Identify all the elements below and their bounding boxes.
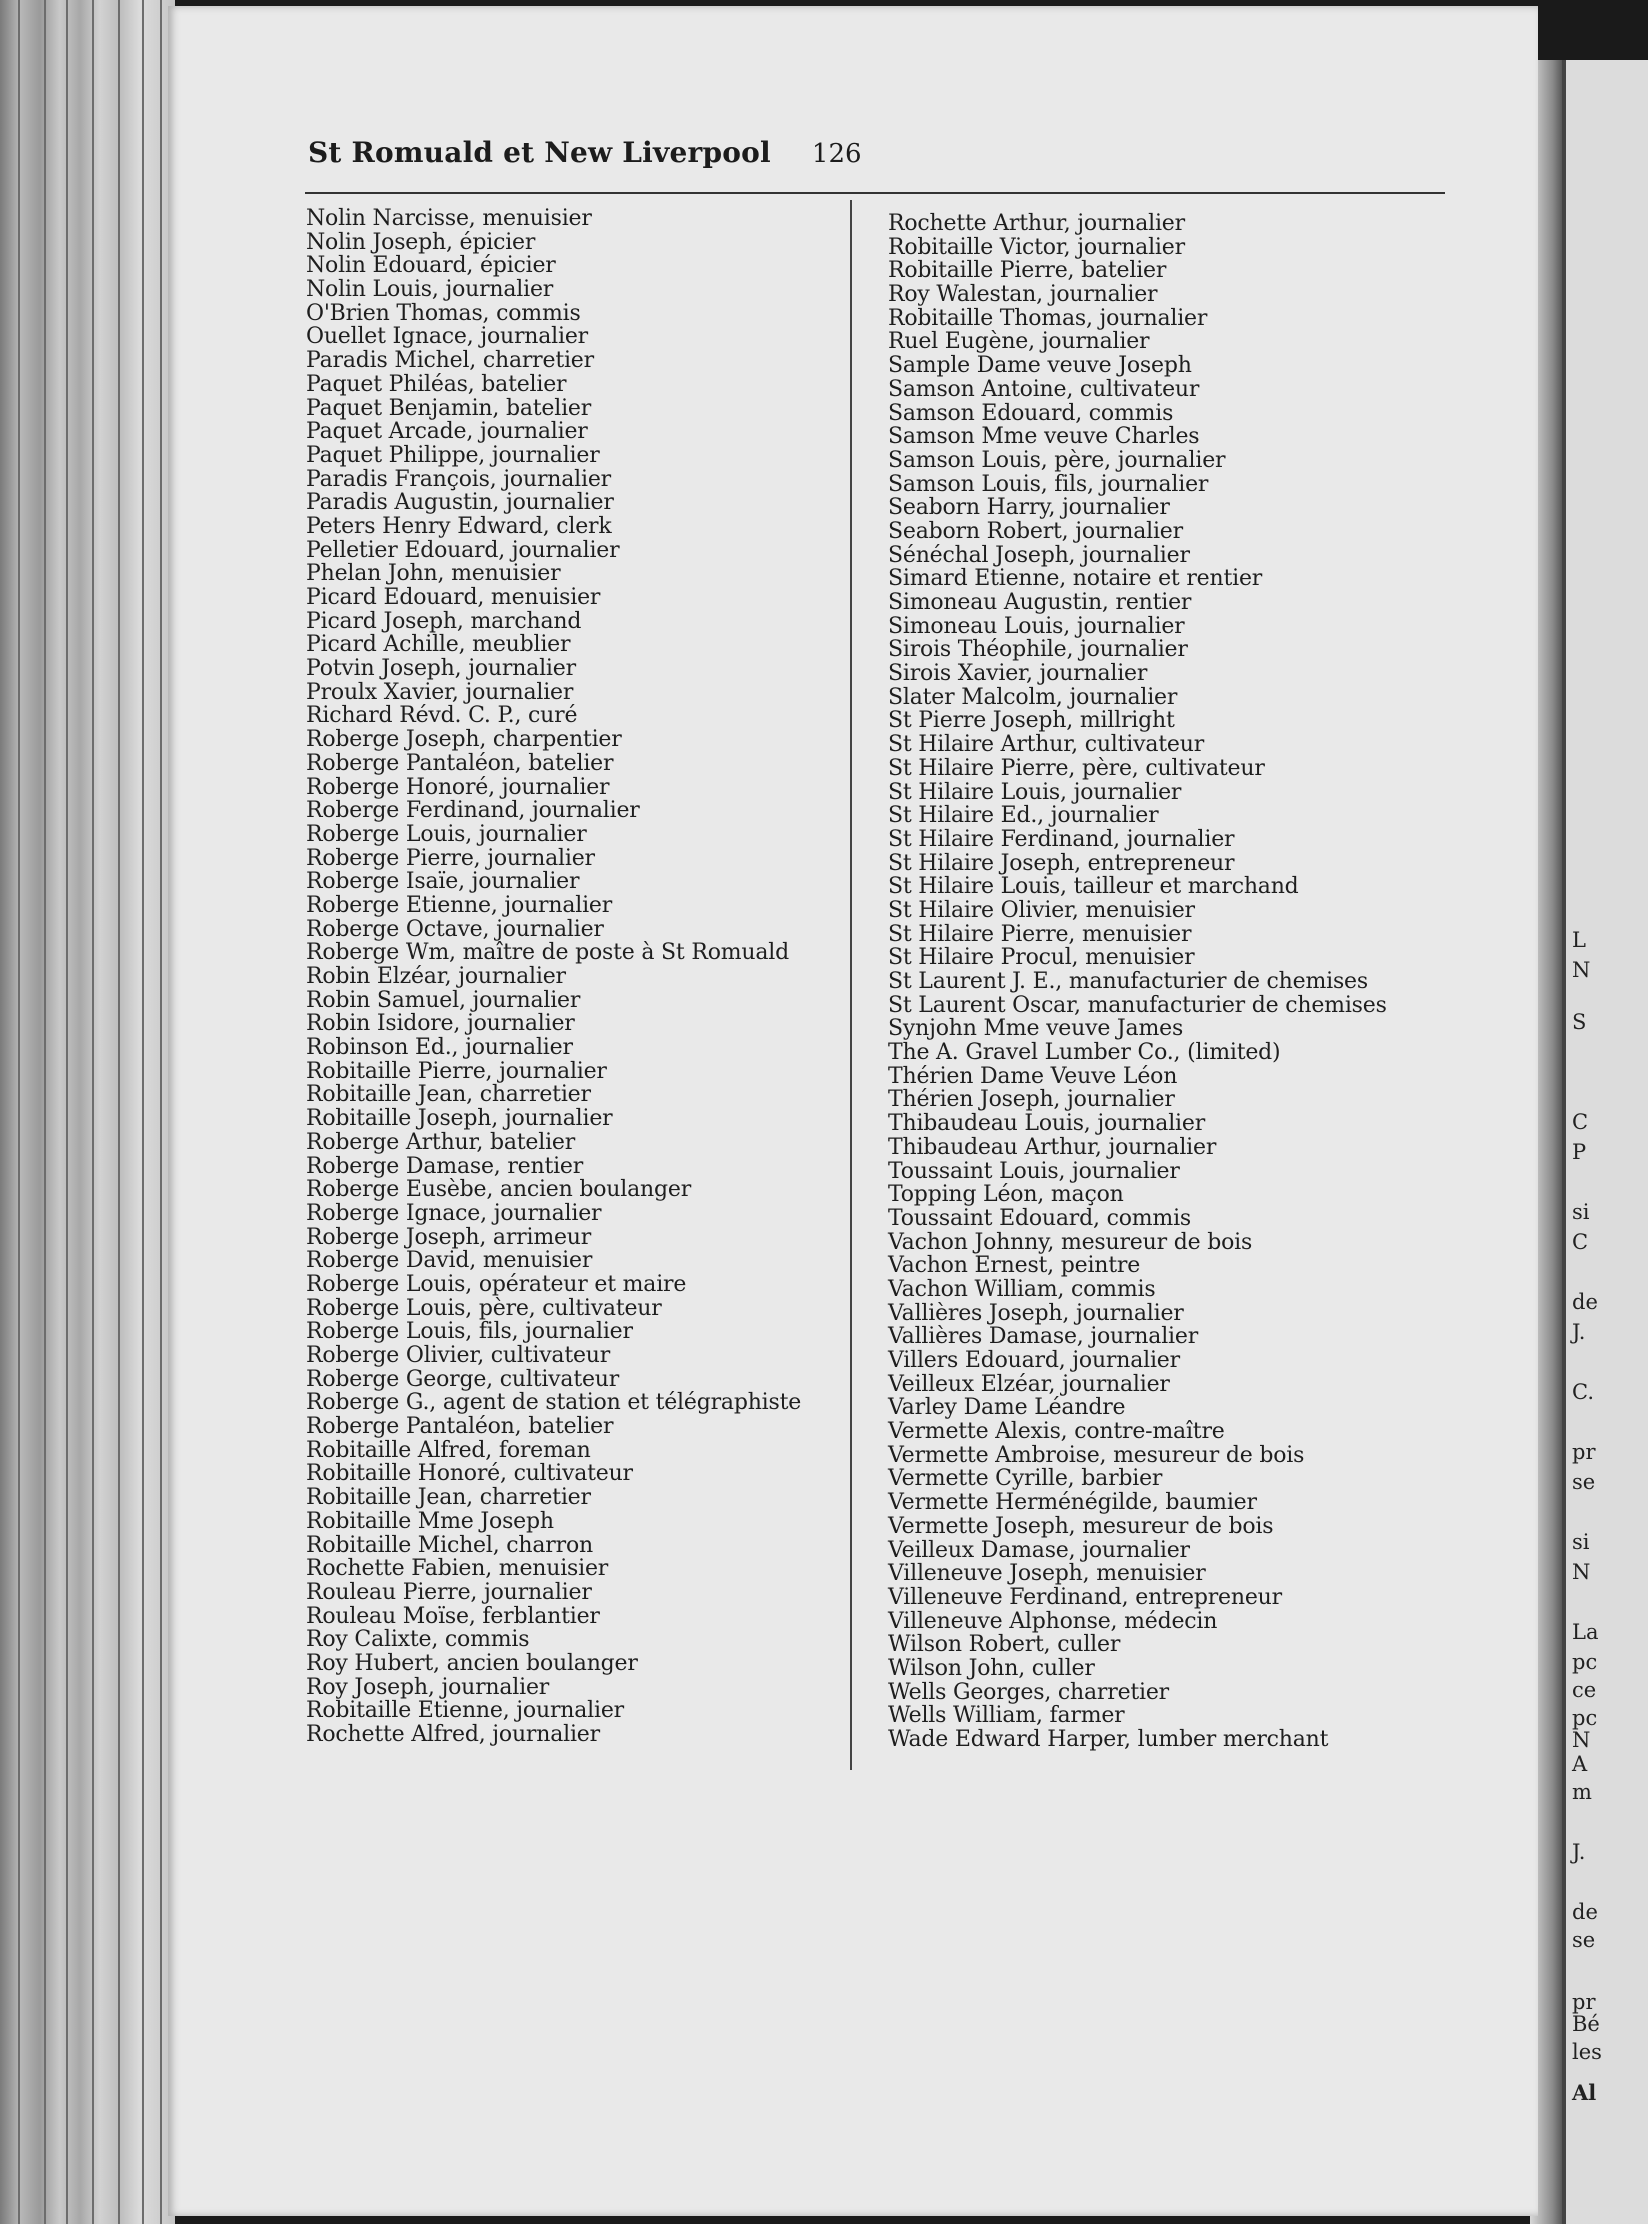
directory-entry: The A. Gravel Lumber Co., (limited) xyxy=(888,1040,1281,1066)
directory-entry: Robinson Ed., journalier xyxy=(306,1035,573,1061)
directory-entry: Villeneuve Alphonse, médecin xyxy=(888,1608,1218,1634)
directory-entry: St Hilaire Procul, menuisier xyxy=(888,945,1195,971)
directory-entry: Paradis Michel, charretier xyxy=(306,348,594,374)
directory-entry: St Laurent J. E., manufacturier de chemises xyxy=(888,969,1368,994)
directory-entry: Wells William, farmer xyxy=(888,1703,1125,1729)
directory-entry: Wade Edward Harper, lumber merchant xyxy=(888,1727,1329,1752)
directory-entry: Richard Révd. C. P., curé xyxy=(306,703,578,729)
facing-page-fragment: de xyxy=(1572,1290,1598,1314)
directory-entry: Synjohn Mme veuve James xyxy=(888,1016,1184,1042)
directory-entry: Simoneau Augustin, rentier xyxy=(888,590,1192,615)
facing-page-fragment: pr xyxy=(1572,1990,1596,2014)
page-title: St Romuald et New Liverpool xyxy=(308,136,771,169)
directory-entry: Samson Mme veuve Charles xyxy=(888,424,1200,450)
book-page-edges xyxy=(0,0,175,2224)
directory-entry: Vermette Joseph, mesureur de bois xyxy=(888,1513,1274,1539)
directory-entry: Roy Walestan, journalier xyxy=(888,282,1158,308)
directory-entry: Veilleux Elzéar, journalier xyxy=(888,1371,1170,1397)
directory-entry: Seaborn Robert, journalier xyxy=(888,518,1183,544)
directory-entry: Roberge Isaïe, journalier xyxy=(306,869,580,895)
directory-column-right xyxy=(888,212,1387,1752)
facing-page-fragment: C xyxy=(1572,1230,1589,1254)
directory-entry: Robitaille Thomas, journalier xyxy=(888,305,1208,331)
directory-entry: St Hilaire Ed., journalier xyxy=(888,803,1159,829)
directory-entry: Robitaille Pierre, journalier xyxy=(306,1058,607,1084)
directory-entry: St Hilaire Louis, tailleur et marchand xyxy=(888,874,1299,900)
directory-entry: St Hilaire Pierre, père, cultivateur xyxy=(888,755,1265,781)
directory-entry: Roberge Eusèbe, ancien boulanger xyxy=(306,1177,692,1203)
facing-page-fragment: N xyxy=(1572,958,1591,982)
directory-entry: Robitaille Alfred, foreman xyxy=(306,1437,591,1463)
directory-entry: Toussaint Edouard, commis xyxy=(888,1205,1191,1231)
directory-entry: Roberge Ignace, journalier xyxy=(306,1200,602,1226)
directory-entry: Roberge Ferdinand, journalier xyxy=(306,798,640,824)
directory-entry: Robin Samuel, journalier xyxy=(306,987,581,1013)
directory-entry: Vermette Cyrille, barbier xyxy=(888,1466,1163,1492)
facing-page-fragment: ce xyxy=(1572,1678,1597,1702)
directory-entry: St Hilaire Ferdinand, journalier xyxy=(888,826,1235,852)
directory-entry: Paquet Arcade, journalier xyxy=(306,419,588,445)
directory-entry: Pelletier Edouard, journalier xyxy=(306,537,620,563)
directory-entry: Roberge David, menuisier xyxy=(306,1248,593,1274)
directory-entry: Picard Joseph, marchand xyxy=(306,608,582,634)
directory-entry: Robitaille Pierre, batelier xyxy=(888,258,1167,284)
facing-page xyxy=(1562,60,1648,2224)
header-rule xyxy=(305,192,1445,194)
directory-entry: Wilson John, culler xyxy=(888,1655,1095,1681)
directory-entry: St Hilaire Olivier, menuisier xyxy=(888,897,1195,923)
directory-entry: Samson Louis, fils, journalier xyxy=(888,471,1209,497)
directory-entry: Samson Antoine, cultivateur xyxy=(888,376,1200,402)
directory-entry: Picard Edouard, menuisier xyxy=(306,585,601,610)
directory-entry: Roberge Pierre, journalier xyxy=(306,845,595,871)
directory-entry: Topping Léon, maçon xyxy=(888,1182,1124,1208)
facing-page-fragment: si xyxy=(1572,1530,1590,1554)
directory-entry: Nolin Edouard, épicier xyxy=(306,253,556,279)
directory-entry: Vermette Alexis, contre-maître xyxy=(888,1419,1225,1445)
directory-entry: St Hilaire Joseph, entrepreneur xyxy=(888,850,1235,876)
directory-entry: Robitaille Michel, charron xyxy=(306,1532,593,1558)
facing-page-fragment: de xyxy=(1572,1900,1598,1924)
facing-page-fragment: L xyxy=(1572,928,1586,952)
directory-entry: Roberge Louis, fils, journalier xyxy=(306,1319,633,1345)
facing-page-fragment: C xyxy=(1572,1110,1589,1134)
directory-entry: Roberge G., agent de station et télégraphiste xyxy=(306,1390,802,1416)
directory-entry: Nolin Louis, journalier xyxy=(306,277,554,303)
directory-entry: Paradis Augustin, journalier xyxy=(306,490,614,516)
facing-page-fragment: P xyxy=(1572,1140,1587,1164)
directory-entry: Villeneuve Ferdinand, entrepreneur xyxy=(888,1584,1282,1610)
directory-entry: Paquet Benjamin, batelier xyxy=(306,395,592,421)
directory-entry: Vallières Joseph, journalier xyxy=(888,1300,1184,1326)
directory-entry: Rochette Arthur, journalier xyxy=(888,211,1185,236)
facing-page-fragment: N xyxy=(1572,1728,1591,1752)
directory-entry: Rochette Alfred, journalier xyxy=(306,1722,600,1747)
directory-entry: Thibaudeau Louis, journalier xyxy=(888,1111,1206,1137)
facing-page-fragment: si xyxy=(1572,1200,1590,1224)
facing-page-fragment: La xyxy=(1572,1620,1599,1644)
directory-entry: Robitaille Jean, charretier xyxy=(306,1082,591,1108)
directory-entry: Vachon Ernest, peintre xyxy=(888,1253,1141,1279)
directory-entry: Varley Dame Léandre xyxy=(888,1395,1126,1421)
facing-page-fragment: C. xyxy=(1572,1380,1594,1404)
directory-entry: Roberge Etienne, journalier xyxy=(306,892,613,918)
directory-entry: Seaborn Harry, journalier xyxy=(888,495,1170,521)
page-header xyxy=(308,136,862,169)
directory-entry: Sample Dame veuve Joseph xyxy=(888,353,1192,379)
directory-entry: Proulx Xavier, journalier xyxy=(306,679,574,705)
directory-entry: Nolin Joseph, épicier xyxy=(306,229,536,255)
directory-entry: St Hilaire Pierre, menuisier xyxy=(888,921,1192,947)
directory-entry: Veilleux Damase, journalier xyxy=(888,1537,1190,1563)
directory-entry: Roberge Damase, rentier xyxy=(306,1153,584,1179)
directory-entry: Sénéchal Joseph, journalier xyxy=(888,542,1190,568)
directory-entry: Thérien Dame Veuve Léon xyxy=(888,1063,1178,1089)
directory-entry: Roberge Joseph, arrimeur xyxy=(306,1224,592,1250)
directory-entry: Slater Malcolm, journalier xyxy=(888,684,1178,710)
directory-entry: St Pierre Joseph, millright xyxy=(888,708,1175,734)
directory-entry: Robitaille Jean, charretier xyxy=(306,1485,591,1511)
directory-entry: Sirois Théophile, journalier xyxy=(888,637,1188,663)
directory-entry: Simoneau Louis, journalier xyxy=(888,613,1185,639)
facing-page-fragment: m xyxy=(1572,1780,1592,1804)
directory-entry: Roberge Louis, journalier xyxy=(306,821,587,847)
directory-entry: Robitaille Honoré, cultivateur xyxy=(306,1461,633,1487)
directory-entry: Vermette Herménégilde, baumier xyxy=(888,1490,1257,1516)
column-divider xyxy=(850,200,852,1770)
facing-page-fragment: Bé xyxy=(1572,2012,1600,2036)
directory-entry: Phelan John, menuisier xyxy=(306,561,561,587)
facing-page-fragment: N xyxy=(1572,1560,1591,1584)
facing-page-fragment: J. xyxy=(1572,1840,1586,1864)
directory-entry: Wells Georges, charretier xyxy=(888,1679,1170,1705)
directory-entry: Vachon Johnny, mesureur de bois xyxy=(888,1229,1253,1255)
directory-entry: Samson Edouard, commis xyxy=(888,400,1174,426)
directory-entry: Rochette Fabien, menuisier xyxy=(306,1556,609,1582)
directory-entry: Robitaille Mme Joseph xyxy=(306,1508,554,1534)
directory-entry: Toussaint Louis, journalier xyxy=(888,1158,1180,1184)
directory-entry: Roy Joseph, journalier xyxy=(306,1674,550,1700)
directory-entry: Robin Isidore, journalier xyxy=(306,1011,575,1037)
directory-entry: Roberge Olivier, cultivateur xyxy=(306,1343,611,1368)
directory-entry: Thibaudeau Arthur, journalier xyxy=(888,1134,1217,1160)
directory-entry: Roy Calixte, commis xyxy=(306,1627,530,1653)
directory-entry: Rouleau Moïse, ferblantier xyxy=(306,1603,600,1629)
directory-entry: Roy Hubert, ancien boulanger xyxy=(306,1650,638,1676)
directory-entry: Wilson Robert, culler xyxy=(888,1632,1121,1658)
facing-page-fragment: les xyxy=(1572,2040,1602,2064)
directory-entry: Ruel Eugène, journalier xyxy=(888,329,1150,355)
directory-entry: Paquet Philéas, batelier xyxy=(306,371,567,397)
directory-entry: St Hilaire Louis, journalier xyxy=(888,779,1182,805)
directory-entry: Paradis François, journalier xyxy=(306,466,611,492)
directory-entry: Samson Louis, père, journalier xyxy=(888,447,1226,473)
directory-entry: Roberge Louis, opérateur et maire xyxy=(306,1271,687,1297)
directory-entry: Vermette Ambroise, mesureur de bois xyxy=(888,1442,1305,1468)
directory-entry: Simard Etienne, notaire et rentier xyxy=(888,566,1263,592)
directory-entry: Roberge Pantaléon, batelier xyxy=(306,1414,614,1440)
directory-entry: Roberge George, cultivateur xyxy=(306,1366,620,1392)
directory-entry: Nolin Narcisse, menuisier xyxy=(306,206,592,231)
directory-column-left xyxy=(306,207,801,1747)
directory-entry: Roberge Octave, journalier xyxy=(306,916,604,942)
directory-entry: Vachon William, commis xyxy=(888,1276,1156,1302)
directory-entry: St Laurent Oscar, manufacturier de chemises xyxy=(888,992,1387,1018)
facing-page-fragment: pr xyxy=(1572,1440,1596,1464)
directory-entry: Sirois Xavier, journalier xyxy=(888,661,1148,687)
facing-page-fragment: se xyxy=(1572,1470,1596,1494)
facing-page-fragment: J. xyxy=(1572,1320,1586,1344)
directory-entry: Paquet Philippe, journalier xyxy=(306,442,600,468)
directory-entry: O'Brien Thomas, commis xyxy=(306,300,581,326)
directory-entry: Ouellet Ignace, journalier xyxy=(306,324,588,350)
facing-page-fragment: S xyxy=(1572,1010,1587,1034)
directory-entry: Villeneuve Joseph, menuisier xyxy=(888,1561,1206,1587)
directory-entry: Peters Henry Edward, clerk xyxy=(306,513,612,539)
directory-entry: Villers Edouard, journalier xyxy=(888,1348,1180,1373)
directory-entry: Thérien Joseph, journalier xyxy=(888,1087,1175,1113)
directory-entry: Roberge Honoré, journalier xyxy=(306,774,610,800)
page-number: 126 xyxy=(811,139,862,169)
directory-entry: Potvin Joseph, journalier xyxy=(306,656,576,682)
directory-entry: Robin Elzéar, journalier xyxy=(306,964,566,989)
facing-page-fragment: A xyxy=(1572,1752,1588,1776)
facing-page-fragment: se xyxy=(1572,1928,1596,1952)
directory-entry: Robitaille Victor, journalier xyxy=(888,234,1185,260)
directory-entry: Roberge Louis, père, cultivateur xyxy=(306,1295,662,1321)
directory-entry: Roberge Joseph, charpentier xyxy=(306,727,622,753)
directory-entry: Roberge Wm, maître de poste à St Romuald xyxy=(306,940,790,966)
directory-entry: Rouleau Pierre, journalier xyxy=(306,1579,592,1605)
directory-entry: Vallières Damase, journalier xyxy=(888,1324,1199,1350)
directory-entry: St Hilaire Arthur, cultivateur xyxy=(888,732,1205,758)
facing-page-fragment: Al xyxy=(1572,2080,1597,2105)
directory-entry: Robitaille Etienne, journalier xyxy=(306,1698,624,1724)
directory-entry: Roberge Pantaléon, batelier xyxy=(306,750,614,776)
facing-page-fragment: pc xyxy=(1572,1706,1598,1730)
directory-entry: Picard Achille, meublier xyxy=(306,632,571,658)
facing-page-fragment: pc xyxy=(1572,1650,1598,1674)
directory-entry: Roberge Arthur, batelier xyxy=(306,1129,576,1155)
directory-entry: Robitaille Joseph, journalier xyxy=(306,1106,613,1132)
